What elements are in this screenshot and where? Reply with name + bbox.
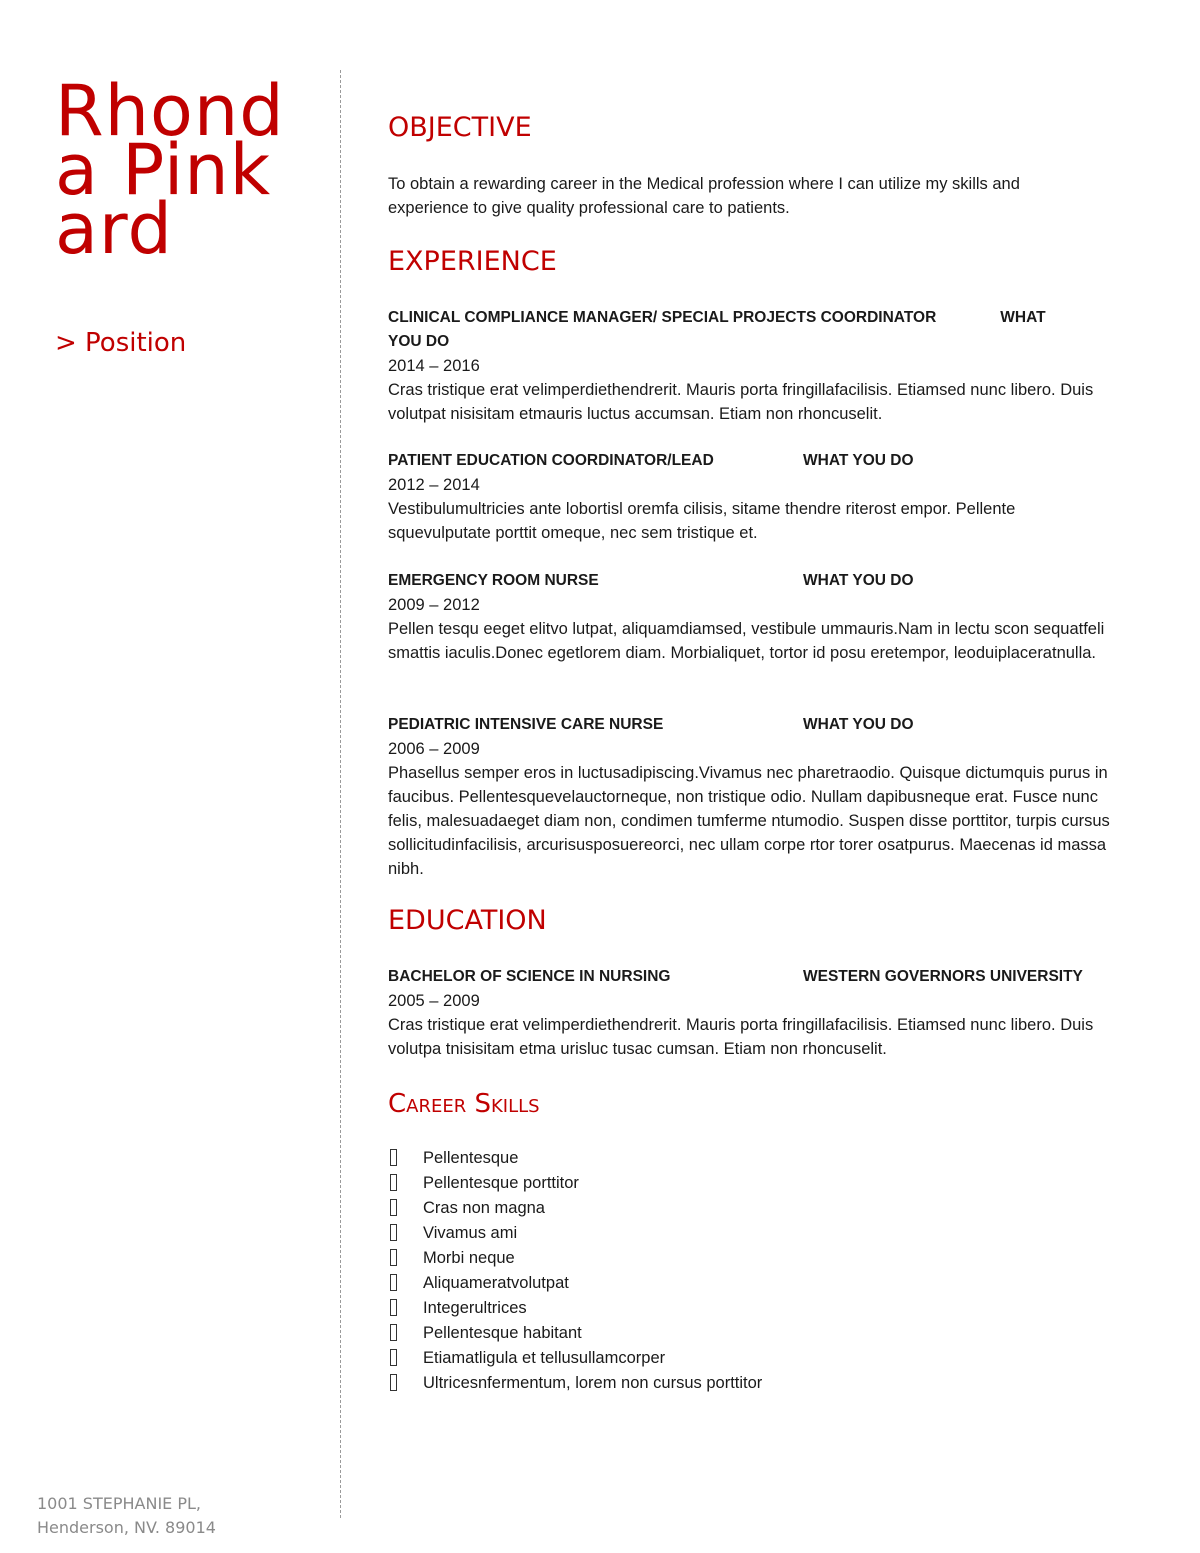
skill-label: Aliquameratvolutpat (423, 1274, 569, 1292)
list-item (388, 1346, 762, 1371)
job-dates: 2009 – 2012 (388, 596, 480, 614)
job-title: EMERGENCY ROOM NURSE (388, 572, 599, 589)
skill-label: Ultricesnfermentum, lorem non cursus porttitor (423, 1374, 763, 1392)
position-title: > Position (55, 328, 187, 358)
degree-row (388, 965, 1110, 989)
skill-label: Etiamatligula et tellusullamcorper (423, 1349, 666, 1367)
job-title-row (388, 713, 1110, 737)
job-title: CLINICAL COMPLIANCE MANAGER/ SPECIAL PROJECTS COORDINATOR (388, 309, 937, 326)
job-title-row (388, 306, 1078, 354)
job-title: PEDIATRIC INTENSIVE CARE NURSE (388, 716, 664, 733)
checkbox-icon (390, 1299, 397, 1316)
list-item (388, 1321, 762, 1346)
job-description: Pellen tesqu eeget elitvo lutpat, aliquamdiamsed, vestibule ummauris.Nam in lectu scon sequatfeli smattis iaculis.Donec egetlorem diam. Morbialiquet, tortor id posu eretempor, leoduiplaceratnulla. (388, 620, 1105, 662)
list-item (388, 1271, 762, 1296)
job-dates: 2006 – 2009 (388, 740, 480, 758)
checkbox-icon (390, 1274, 397, 1291)
checkbox-icon (390, 1174, 397, 1191)
objective-heading: OBJECTIVE (388, 112, 532, 143)
skill-label: Vivamus ami (423, 1224, 518, 1242)
skill-label: Integerultrices (423, 1299, 527, 1317)
job-description: Cras tristique erat velimperdiethendrerit. Mauris porta fringillafacilisis. Etiamsed nunc libero. Duis volutpat nisisitam etmauris luctus accumsan. Etiam non rhoncuselit. (388, 381, 1094, 423)
list-item (388, 1371, 762, 1396)
list-item (388, 1196, 762, 1221)
skills-list (388, 1146, 762, 1396)
list-item (388, 1221, 762, 1246)
column-divider (340, 70, 341, 1518)
job-description: Vestibulumultricies ante lobortisl oremfa cilisis, sitame thendre riterost empor. Pellente squevulputate porttit omeque, nec sem tristique et. (388, 500, 1016, 542)
skill-label: Pellentesque habitant (423, 1324, 582, 1342)
job-role: WHAT YOU DO (803, 716, 914, 733)
job-description: Phasellus semper eros in luctusadipiscing.Vivamus nec pharetraodio. Quisque dictumquis purus in faucibus. Pellentesquevelauctorneque, non tristique odio. Nullam dapibusneque erat. Fusce nunc felis, malesuadaeget diam non, condimen tumferme ntumodio. Suspen disse porttitor, turpis cursus sollicitudinfacilisis, arcurisusposuereorci, nec ullam corpe rtor torer osatpurus. Maecenas id massa nibh. (388, 764, 1110, 878)
experience-heading: EXPERIENCE (388, 246, 557, 277)
address-line-2: Henderson, NV. 89014 (37, 1518, 216, 1537)
degree-title: BACHELOR OF SCIENCE IN NURSING (388, 968, 671, 985)
school-name: WESTERN GOVERNORS UNIVERSITY (803, 968, 1083, 985)
job-role: WHAT YOU DO (803, 572, 914, 589)
list-item (388, 1171, 762, 1196)
skill-label: Cras non magna (423, 1199, 545, 1217)
address (37, 1492, 216, 1540)
checkbox-icon (390, 1374, 397, 1391)
objective-text: To obtain a rewarding career in the Medical profession where I can utilize my skills and experience to give quality professional care to patients. (388, 175, 1020, 217)
checkbox-icon (390, 1349, 397, 1366)
candidate-name: Rhonda Pinkard (55, 70, 285, 270)
experience-item (388, 713, 1110, 881)
job-title-row (388, 569, 1110, 593)
education-dates: 2005 – 2009 (388, 992, 480, 1010)
education-description: Cras tristique erat velimperdiethendrerit. Mauris porta fringillafacilisis. Etiamsed nunc libero. Duis volutpa tnisisitam etma urisluc tusac cumsan. Etiam non rhoncuselit. (388, 1016, 1094, 1058)
job-role: WHAT YOU DO (803, 452, 914, 469)
list-item (388, 1146, 762, 1171)
job-title-row (388, 449, 1110, 473)
address-line-1: 1001 STEPHANIE PL, (37, 1494, 201, 1513)
list-item (388, 1246, 762, 1271)
job-dates: 2014 – 2016 (388, 357, 480, 375)
education-heading: EDUCATION (388, 905, 547, 936)
experience-item (388, 449, 1110, 545)
checkbox-icon (390, 1324, 397, 1341)
checkbox-icon (390, 1224, 397, 1241)
list-item (388, 1296, 762, 1321)
skill-label: Morbi neque (423, 1249, 515, 1267)
experience-item (388, 306, 1110, 426)
education-item (388, 965, 1110, 1061)
checkbox-icon (390, 1149, 397, 1166)
sidebar (0, 0, 340, 1553)
experience-item (388, 569, 1110, 665)
skill-label: Pellentesque porttitor (423, 1174, 579, 1192)
checkbox-icon (390, 1199, 397, 1216)
job-dates: 2012 – 2014 (388, 476, 480, 494)
skills-heading: Career Skills (388, 1089, 540, 1119)
job-role: WHAT YOU DO (388, 309, 1046, 350)
skill-label: Pellentesque (423, 1149, 519, 1167)
job-title: PATIENT EDUCATION COORDINATOR/LEAD (388, 452, 714, 469)
checkbox-icon (390, 1249, 397, 1266)
